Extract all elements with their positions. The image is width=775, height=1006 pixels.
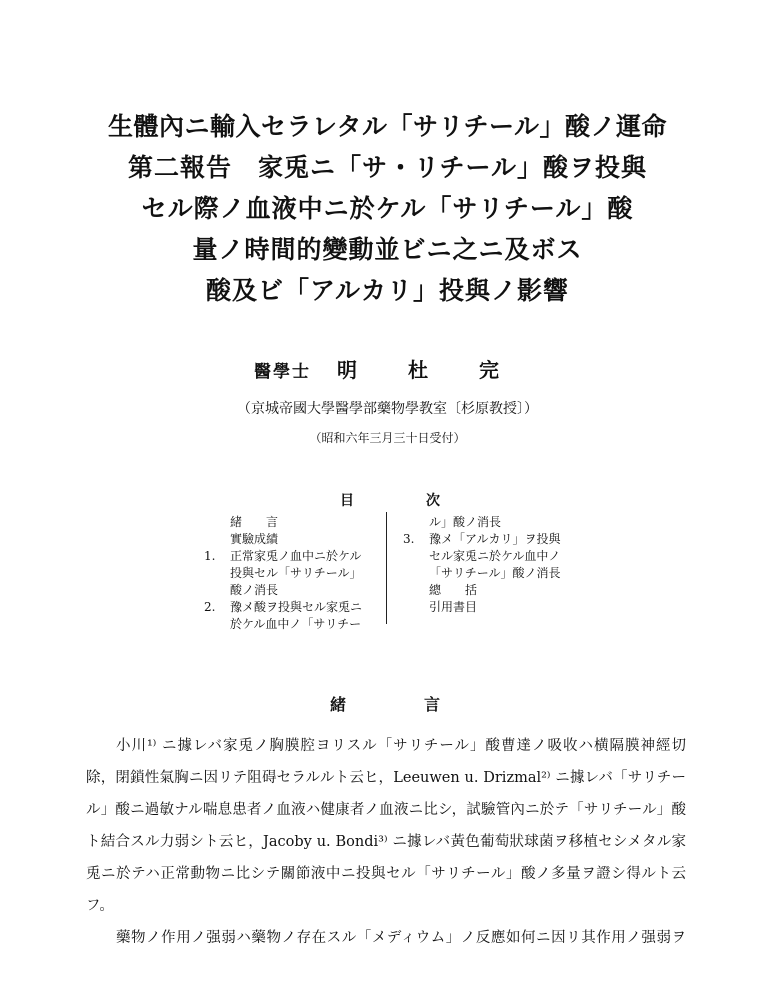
- title-line-2: 第二報告 家兎ニ「サ・リチール」酸ヲ投與: [127, 153, 647, 182]
- toc-heading-char-2: 次: [426, 493, 440, 509]
- toc-entry: [204, 548, 362, 565]
- toc-entry: [403, 514, 561, 531]
- toc-entry-number: 2.: [204, 600, 216, 614]
- toc-entry: [204, 599, 362, 616]
- paragraph-line: 小川¹⁾ ニ據レバ家兎ノ胸膜腔ヨリスル「サリチール」酸曹達ノ吸收ハ横隔膜神經切: [116, 738, 686, 754]
- toc-heading-char-1: 目: [340, 493, 354, 509]
- received-date: （昭和六年三月三十日受付）: [309, 431, 466, 445]
- author-line: [0, 354, 775, 383]
- toc-entry-text: 實驗成績: [230, 532, 279, 546]
- toc-entry: [204, 514, 362, 531]
- toc-entry-number: 1.: [204, 549, 216, 563]
- title-line-5: 酸及ビ「アルカリ」投與ノ影響: [205, 276, 569, 305]
- toc-entry: [204, 565, 362, 582]
- toc-entry-text: 於ケル血中ノ「サリチー: [230, 617, 362, 631]
- toc-entry-text: 總 括: [429, 583, 478, 597]
- toc-entry: [403, 582, 561, 599]
- paragraph-line: 兎ニ於テハ正常動物ニ比シテ關節液中ニ投與セル「サリチール」酸ノ多量ヲ證シ得ルト云: [86, 866, 686, 882]
- toc-entry-text: 引用書目: [429, 600, 478, 614]
- title-line-4: 量ノ時間的變動並ビニ之ニ及ボス: [192, 235, 583, 264]
- paragraph-line: フ。: [86, 898, 114, 914]
- section-heading-char-2: 言: [423, 695, 440, 714]
- toc-entry-text: セル家兎ニ於ケル血中ノ: [429, 549, 561, 563]
- toc-entry: [403, 548, 561, 565]
- section-heading-char-1: 緒: [330, 695, 347, 714]
- toc-entry: [403, 565, 561, 582]
- toc-right-column: [403, 514, 561, 616]
- paragraph-line: 除，閉鎖性氣胸ニ因リテ阻碍セラルルト云ヒ，Leeuwen u. Drizmal²⁾ ニ據レバ「サリチー: [86, 770, 686, 786]
- toc-entry-number: [403, 514, 429, 531]
- toc-entry-text: 投與セル「サリチール」: [230, 566, 362, 580]
- toc-entry-number: 3.: [403, 532, 415, 546]
- toc-left-column: [204, 514, 362, 633]
- toc-entry-text: 正常家兎ノ血中ニ於ケル: [230, 549, 362, 563]
- toc-entry-text: 酸ノ消長: [230, 583, 279, 597]
- toc-entry-text: ル」酸ノ消長: [429, 515, 502, 529]
- toc-entry-number: [403, 548, 429, 565]
- toc-entry-text: 豫メ酸ヲ投與セル家兎ニ: [230, 600, 363, 614]
- toc-entry-text: 「サリチール」酸ノ消長: [429, 566, 561, 580]
- title-line-3: セル際ノ血液中ニ於ケル「サリチール」酸: [141, 194, 634, 223]
- section-heading: [330, 692, 440, 715]
- article-title: [0, 106, 775, 311]
- toc-entry-text: 緒 言: [230, 515, 279, 529]
- toc-entry-number: [403, 565, 429, 582]
- toc-entry-number: [204, 616, 230, 633]
- toc-entry-number: [204, 531, 230, 548]
- paragraph-line: ル」酸ニ過敏ナル喘息患者ノ血液ハ健康者ノ血液ニ比シ，試驗管內ニ於テ「サリチール」酸: [86, 802, 686, 818]
- paragraph-line: 藥物ノ作用ノ强弱ハ藥物ノ存在スル「メディウム」ノ反應如何ニ因リ其作用ノ强弱ヲ: [116, 930, 686, 946]
- toc-entry: [204, 616, 362, 633]
- paragraph-line: ト結合スル力弱シト云ヒ，Jacoby u. Bondi³⁾ ニ據レバ黃色葡萄狀球菌ヲ移植セシメタル家: [86, 834, 686, 850]
- toc-entry-number: [204, 514, 230, 531]
- toc-entry-text: 豫メ「アルカリ」ヲ投與: [429, 532, 561, 546]
- toc-divider: [386, 512, 387, 624]
- toc-entry: [403, 599, 561, 616]
- toc-heading: [340, 490, 440, 510]
- body-text: [86, 730, 686, 954]
- affiliation: （京城帝國大學醫學部藥物學教室〔杉原教授〕）: [237, 401, 538, 417]
- author-degree: 醫學士: [254, 362, 312, 382]
- author-name: 明 杜 完: [337, 358, 521, 382]
- toc-entry-number: [403, 582, 429, 599]
- toc-entry-number: [204, 582, 230, 599]
- title-line-1: 生體內ニ輸入セラレタル「サリチール」酸ノ運命: [107, 112, 667, 141]
- toc-entry: [204, 531, 362, 548]
- toc-entry: [403, 531, 561, 548]
- toc-entry-number: [204, 565, 230, 582]
- toc-entry: [204, 582, 362, 599]
- toc-entry-number: [403, 599, 429, 616]
